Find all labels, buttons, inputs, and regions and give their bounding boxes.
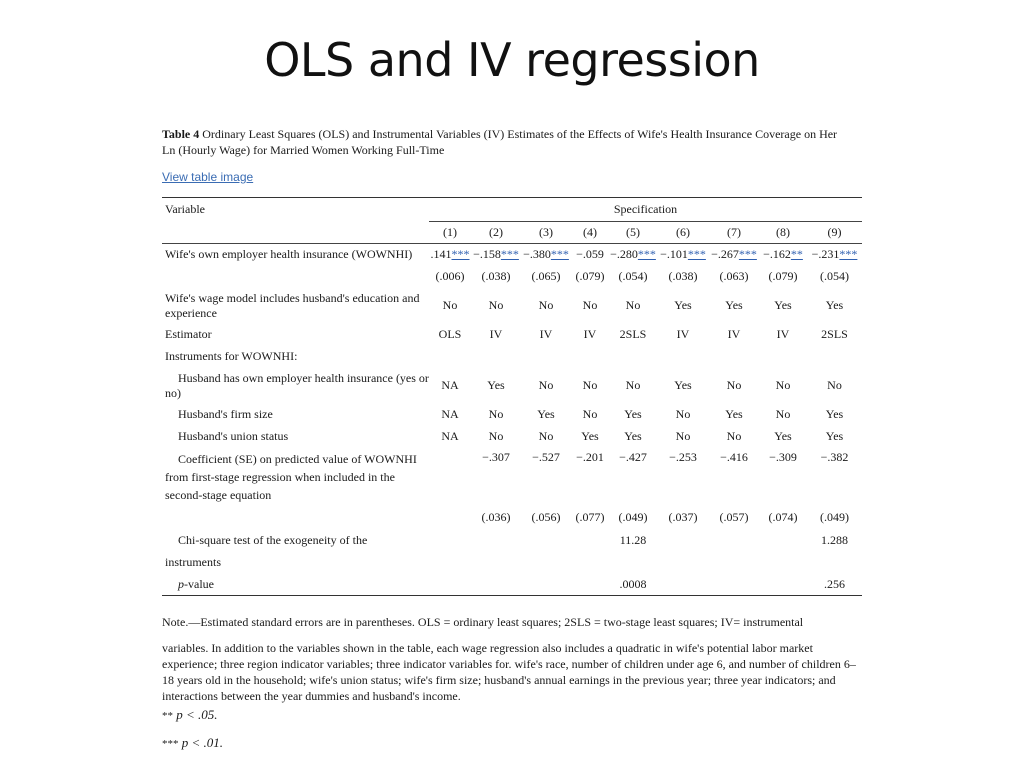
table-cell: −.416: [720, 449, 748, 464]
cell-value: 11.28: [619, 533, 647, 547]
cell-value: −.280: [610, 247, 638, 262]
table-cell: [521, 324, 571, 346]
cell-value: No: [488, 429, 504, 443]
table-cell: [807, 368, 862, 404]
cell-value: (.049): [820, 510, 849, 524]
table-cell: [657, 530, 709, 552]
cell-value: IV: [489, 327, 503, 341]
regression-table: [162, 197, 862, 596]
significance-stars[interactable]: ***: [637, 247, 656, 262]
cell-value: No: [775, 407, 791, 421]
table-caption: [162, 126, 852, 158]
cell-value: No: [538, 378, 554, 392]
cell-value: Yes: [774, 429, 792, 443]
empty-cell: [609, 552, 657, 574]
cell-value: .0008: [619, 576, 647, 591]
table-row-husband-education: [162, 288, 862, 324]
cell-value: (.057): [719, 510, 749, 524]
table-cell: [657, 244, 709, 266]
table-cell: [709, 288, 759, 324]
p-suffix: -value: [184, 576, 214, 591]
cell-value: Yes: [825, 298, 844, 312]
cell-value: −.158: [473, 247, 501, 262]
table-row-chisquare-cont: [162, 552, 862, 574]
p-italic: p: [178, 576, 184, 591]
table-cell: [521, 266, 571, 288]
table-cell: −.527: [532, 449, 560, 464]
cell-value: (.054): [618, 269, 648, 283]
cell-value: Yes: [624, 429, 642, 443]
table-cell: [709, 324, 759, 346]
row-label: Husband's union status: [178, 429, 289, 443]
cell-value: −.101: [660, 247, 688, 262]
cell-value: NA: [441, 378, 459, 392]
table-row-firm-size: [162, 404, 862, 426]
slide-title: OLS and IV regression: [264, 33, 760, 87]
cell-value: Yes: [774, 298, 792, 312]
sig-stars: ***: [162, 738, 179, 750]
cell-value: No: [582, 407, 598, 421]
cell-value: Yes: [674, 378, 692, 392]
cell-value: 1.288: [821, 533, 848, 547]
empty-cell: [571, 346, 609, 368]
table-cell: [657, 324, 709, 346]
table-cell: [429, 448, 471, 506]
cell-value: No: [442, 298, 458, 312]
cell-value: OLS: [438, 327, 462, 341]
table-cell: [471, 324, 521, 346]
table-row-estimator: [162, 324, 862, 346]
empty-cell: [429, 552, 471, 574]
cell-value: Yes: [581, 429, 599, 443]
cell-value: No: [625, 378, 641, 392]
table-cell: [571, 324, 609, 346]
table-cell: [521, 574, 571, 596]
row-label: Husband's firm size: [178, 407, 273, 421]
row-label: Instruments for WOWNHI:: [165, 349, 298, 363]
cell-value: (.038): [481, 269, 511, 283]
row-label-continued: instruments: [165, 555, 221, 569]
column-header: (6): [657, 222, 709, 244]
cell-value: −.267: [711, 247, 739, 262]
cell-value: (.079): [768, 269, 798, 283]
table-row-instruments: [162, 346, 862, 368]
table-cell: [429, 426, 471, 448]
table-cell: [657, 266, 709, 288]
cell-value: IV: [539, 327, 553, 341]
table-row-pvalue: [162, 574, 862, 596]
table-cell: [571, 244, 609, 266]
table-cell: [709, 530, 759, 552]
table-cell: [429, 368, 471, 404]
table-cell: [657, 426, 709, 448]
cell-value: Yes: [825, 429, 844, 443]
cell-value: Yes: [725, 407, 743, 421]
table-row-coefficient: [162, 448, 862, 506]
table-cell: [807, 404, 862, 426]
table-cell: [709, 244, 759, 266]
table-cell: [609, 368, 657, 404]
sig-text: p < .01.: [181, 735, 224, 750]
cell-value: NA: [441, 407, 459, 421]
note-line-1: Note.—Estimated standard errors are in parentheses. OLS = ordinary least squares; 2SLS = two-stage least squares; IV= instrumental: [162, 615, 804, 629]
table-row-chisquare: [162, 530, 862, 552]
table-cell: [609, 244, 657, 266]
table-cell: −.382: [820, 449, 849, 464]
cell-value: .256: [824, 576, 845, 591]
table-row-wownhi: [162, 244, 862, 266]
table-cell: [471, 506, 521, 530]
empty-cell: [521, 552, 571, 574]
significance-stars[interactable]: ***: [738, 247, 757, 262]
row-label: Coefficient (SE) on predicted value of WOWNHI from first-stage regression when included in the second-stage equation: [165, 451, 417, 502]
table-cell: [759, 266, 807, 288]
column-header: (9): [807, 222, 862, 244]
cell-value: No: [538, 429, 554, 443]
cell-value: No: [827, 378, 842, 392]
header-row-specification: [162, 198, 862, 222]
table-row-husband-insurance: [162, 368, 862, 404]
table-cell: [609, 506, 657, 530]
table-cell: [759, 288, 807, 324]
table-cell: [571, 404, 609, 426]
table-cell: [759, 244, 807, 266]
table-cell: [759, 530, 807, 552]
table-cell: [807, 266, 862, 288]
cell-value: (.063): [719, 269, 749, 283]
table-cell: [429, 244, 471, 266]
table-cell: [471, 530, 521, 552]
cell-value: No: [775, 378, 791, 392]
cell-value: Yes: [725, 298, 743, 312]
note-line-2: variables. In addition to the variables shown in the table, each wage regression also includes a quadratic in wife's potential labor market experience; three region indicator variables; three indicator variables for. wife's race, number of children under age 6, and number of children 6–18 years old in the household; wife's union status; wife's firm size; husband's annual earnings in the previous year; three year indicators; and interactions between the year dummies and husband's income.: [162, 641, 856, 703]
table-note: [162, 614, 862, 704]
table-cell: [759, 574, 807, 596]
table-cell: [759, 368, 807, 404]
table-cell: [521, 426, 571, 448]
significance-01: [162, 735, 223, 751]
significance-05: [162, 707, 218, 723]
cell-value: (.037): [668, 510, 698, 524]
row-label: Estimator: [165, 327, 212, 341]
table-cell: [807, 530, 862, 552]
empty-cell: [807, 346, 862, 368]
row-label: Wife's own employer health insurance (WOWNHI): [165, 247, 413, 262]
specification-header: Specification: [429, 198, 862, 222]
cell-value: IV: [727, 327, 741, 341]
cell-value: No: [675, 407, 691, 421]
table-cell: [709, 506, 759, 530]
cell-value: (.077): [575, 510, 605, 524]
cell-value: IV: [776, 327, 790, 341]
empty-cell: [162, 266, 429, 288]
table-cell: [521, 368, 571, 404]
table-label: Table 4: [162, 127, 200, 141]
table-cell: [429, 530, 471, 552]
empty-cell: [471, 346, 521, 368]
empty-cell: [759, 346, 807, 368]
cell-value: No: [625, 298, 641, 312]
cell-value: −.059: [576, 247, 604, 262]
table-cell: [657, 288, 709, 324]
empty-cell: [807, 552, 862, 574]
table-cell: [709, 426, 759, 448]
row-label: Chi-square test of the exogeneity of the: [178, 533, 368, 547]
table-cell: [429, 404, 471, 426]
table-cell: [657, 368, 709, 404]
table-cell: [657, 574, 709, 596]
empty-cell: [657, 552, 709, 574]
table-row-coefficient-se: [162, 506, 862, 530]
table-cell: [609, 530, 657, 552]
cell-value: (.038): [668, 269, 698, 283]
table-cell: [471, 266, 521, 288]
empty-cell: [429, 346, 471, 368]
table-cell: [609, 288, 657, 324]
table-cell: [429, 574, 471, 596]
row-label: [162, 574, 429, 596]
sig-text: p < .05.: [176, 707, 218, 722]
empty-cell: [657, 346, 709, 368]
significance-stars[interactable]: ***: [839, 247, 858, 262]
cell-value: No: [726, 378, 742, 392]
row-label: Wife's wage model includes husband's education and experience: [165, 290, 420, 320]
cell-value: No: [538, 298, 554, 312]
table-row-wownhi-se: [162, 266, 862, 288]
cell-value: IV: [676, 327, 690, 341]
column-header: (7): [709, 222, 759, 244]
empty-cell: [759, 552, 807, 574]
cell-value: 2SLS: [821, 327, 848, 341]
table-cell: [609, 574, 657, 596]
table-cell: [521, 404, 571, 426]
cell-value: (.056): [531, 510, 561, 524]
empty-cell: [571, 552, 609, 574]
cell-value: Yes: [537, 407, 555, 421]
table-cell: −.427: [619, 449, 647, 464]
table-cell: [471, 244, 521, 266]
table-cell: [571, 368, 609, 404]
table-cell: [521, 288, 571, 324]
table-cell: [759, 506, 807, 530]
table-cell: [521, 506, 571, 530]
table-cell: [807, 506, 862, 530]
table-cell: [571, 266, 609, 288]
cell-value: NA: [441, 429, 459, 443]
table-row-union-status: [162, 426, 862, 448]
table-cell: [471, 574, 521, 596]
empty-cell: [162, 506, 429, 530]
sig-stars: **: [162, 710, 173, 722]
cell-value: No: [675, 429, 691, 443]
column-header: (8): [759, 222, 807, 244]
table-cell: [521, 244, 571, 266]
significance-stars[interactable]: ***: [451, 247, 470, 262]
significance-stars[interactable]: ***: [687, 247, 706, 262]
column-header: (1): [429, 222, 471, 244]
empty-cell: [471, 552, 521, 574]
cell-value: −.162: [763, 247, 791, 262]
empty-cell: [709, 552, 759, 574]
table-cell: [609, 404, 657, 426]
table-cell: [429, 266, 471, 288]
table-cell: [571, 506, 609, 530]
cell-value: Yes: [825, 407, 844, 421]
view-table-image-link[interactable]: View table image: [162, 170, 254, 184]
column-header: (2): [471, 222, 521, 244]
significance-stars[interactable]: **: [790, 247, 803, 262]
column-header: (3): [521, 222, 571, 244]
cell-value: No: [488, 407, 504, 421]
cell-value: −.231: [811, 247, 840, 262]
table-cell: [609, 324, 657, 346]
table-cell: [709, 266, 759, 288]
cell-value: Yes: [624, 407, 642, 421]
table-cell: [429, 288, 471, 324]
cell-value: No: [582, 298, 598, 312]
table-cell: [807, 574, 862, 596]
table-cell: [807, 244, 862, 266]
cell-value: −.380: [523, 247, 551, 262]
cell-value: No: [582, 378, 598, 392]
table-cell: [571, 530, 609, 552]
cell-value: (.054): [820, 269, 849, 283]
cell-value: (.006): [435, 269, 465, 283]
empty-cell: [709, 346, 759, 368]
cell-value: (.065): [531, 269, 561, 283]
table-cell: [709, 574, 759, 596]
table-cell: [759, 426, 807, 448]
variable-header: Variable: [162, 198, 429, 222]
table-cell: [429, 324, 471, 346]
header-row-columns: [162, 222, 862, 244]
cell-value: No: [726, 429, 742, 443]
table-cell: [471, 288, 521, 324]
table-cell: [571, 426, 609, 448]
cell-value: (.079): [575, 269, 605, 283]
table-cell: [571, 288, 609, 324]
table-cell: [807, 288, 862, 324]
cell-value: IV: [583, 327, 597, 341]
table-cell: [429, 506, 471, 530]
row-label: Husband has own employer health insurance (yes or no): [165, 370, 429, 400]
cell-value: (.036): [481, 510, 511, 524]
table-caption-text: Ordinary Least Squares (OLS) and Instrumental Variables (IV) Estimates of the Effects of Wife's Health Insurance Coverage on Her Ln (Hourly Wage) for Married Women Working Full-Time: [162, 127, 838, 157]
table-cell: −.307: [482, 449, 510, 464]
table-cell: −.201: [576, 449, 604, 464]
table-cell: [471, 426, 521, 448]
cell-value: .141: [430, 247, 452, 262]
empty-cell: [521, 346, 571, 368]
table-caption-block: [162, 126, 862, 186]
cell-value: Yes: [674, 298, 692, 312]
table-cell: [657, 506, 709, 530]
significance-stars[interactable]: ***: [500, 247, 519, 262]
table-cell: [609, 426, 657, 448]
table-cell: [657, 404, 709, 426]
table-cell: [709, 404, 759, 426]
table-cell: [571, 574, 609, 596]
table-cell: [471, 404, 521, 426]
table-cell: [521, 530, 571, 552]
column-header: (5): [609, 222, 657, 244]
table-cell: −.253: [669, 449, 697, 464]
table-cell: −.309: [769, 449, 797, 464]
table-cell: [471, 368, 521, 404]
empty-cell: [162, 222, 429, 244]
table-cell: [807, 426, 862, 448]
cell-value: (.049): [618, 510, 648, 524]
cell-value: Yes: [487, 378, 505, 392]
table-cell: [709, 368, 759, 404]
significance-stars[interactable]: ***: [550, 247, 569, 262]
cell-value: No: [488, 298, 504, 312]
empty-cell: [609, 346, 657, 368]
table-cell: [807, 324, 862, 346]
table-cell: [759, 404, 807, 426]
column-header: (4): [571, 222, 609, 244]
cell-value: (.074): [768, 510, 798, 524]
cell-value: 2SLS: [619, 327, 647, 341]
table-cell: [759, 324, 807, 346]
table-cell: [609, 266, 657, 288]
